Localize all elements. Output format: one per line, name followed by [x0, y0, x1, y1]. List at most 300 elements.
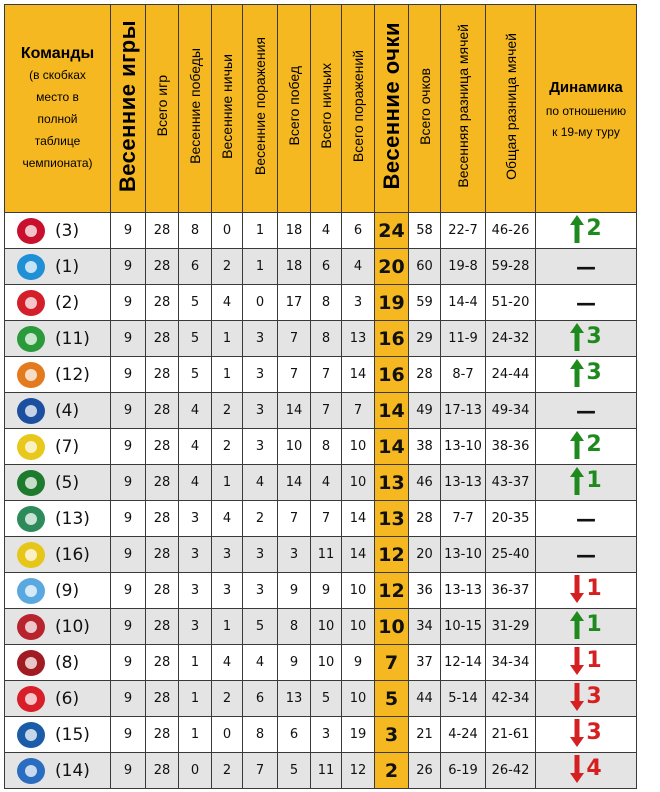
spring-losses-cell: 3: [243, 393, 278, 429]
total-draws-cell: 6: [311, 249, 342, 285]
table-row: [5, 717, 637, 753]
team-cell: [5, 213, 111, 249]
total-draws-cell: 11: [311, 537, 342, 573]
spring-games-cell: 9: [111, 393, 146, 429]
team-place: (11): [55, 328, 90, 349]
total-points-cell: 20: [409, 537, 441, 573]
teams-note-line: чемпионата): [22, 155, 93, 170]
total-draws-cell: 4: [311, 465, 342, 501]
kuban-logo: [17, 434, 45, 460]
spring-wins-cell: 5: [179, 321, 212, 357]
total-draws-cell: 10: [311, 609, 342, 645]
total-wins-header: Всего побед: [278, 5, 311, 213]
total-draws-cell: 7: [311, 501, 342, 537]
spring-losses-cell: 1: [243, 213, 278, 249]
spring-wins-cell: 1: [179, 717, 212, 753]
total-draws-cell: 5: [311, 681, 342, 717]
total-wins-cell: 7: [278, 357, 311, 393]
team-cell: [5, 357, 111, 393]
spring-points-cell: 12: [375, 573, 409, 609]
rubin-logo: [17, 614, 45, 640]
team-cell: [5, 609, 111, 645]
total-wins-cell: 9: [278, 573, 311, 609]
table-row: [5, 465, 637, 501]
spring-wins-cell: 3: [179, 573, 212, 609]
team-cell: [5, 573, 111, 609]
spring-losses-cell: 3: [243, 357, 278, 393]
table-row: [5, 501, 637, 537]
team-cell: [5, 681, 111, 717]
standings-body: [5, 213, 637, 789]
ural-logo: [17, 362, 45, 388]
dynamics-cell: [536, 573, 637, 609]
total-draws-header: Всего ничьих: [311, 5, 342, 213]
dynamics-value: [570, 755, 601, 783]
spring-wins-cell: 3: [179, 501, 212, 537]
total-losses-cell: 3: [342, 285, 375, 321]
team-cell: [5, 321, 111, 357]
spring-losses-cell: 8: [243, 717, 278, 753]
total-goal-diff-header: Общая разница мячей: [486, 5, 536, 213]
spring-draws-cell: 3: [212, 573, 243, 609]
total-games-cell: 28: [146, 753, 179, 789]
total-points-cell: 37: [409, 645, 441, 681]
team-cell: [5, 249, 111, 285]
dynamics-cell: [536, 465, 637, 501]
spring-goal-diff-cell: 7-7: [441, 501, 486, 537]
spring-goal-diff-cell: 22-7: [441, 213, 486, 249]
spring-points-cell: 14: [375, 393, 409, 429]
table-row: [5, 285, 637, 321]
team-place: (12): [55, 364, 90, 385]
total-losses-cell: 10: [342, 609, 375, 645]
spring-wins-cell: 4: [179, 393, 212, 429]
team-place: (5): [55, 472, 80, 493]
krylia-sovetov-logo: [17, 758, 45, 784]
spring-goal-diff-cell: 4-24: [441, 717, 486, 753]
spring-games-cell: 9: [111, 753, 146, 789]
dynamics-cell: [536, 249, 637, 285]
zenit-logo: [17, 254, 45, 280]
total-goal-diff-cell: 51-20: [486, 285, 536, 321]
arrow-down-icon: [570, 719, 584, 747]
total-goal-diff-cell: 20-35: [486, 501, 536, 537]
no-change-dash: —: [576, 254, 596, 279]
dynamics-value: [570, 431, 601, 459]
total-points-cell: 38: [409, 429, 441, 465]
spring-goal-diff-header: Весенняя разница мячей: [441, 5, 486, 213]
teams-title: Команды: [20, 44, 95, 62]
total-wins-cell: 7: [278, 321, 311, 357]
total-wins-cell: 7: [278, 501, 311, 537]
spring-draws-cell: 0: [212, 717, 243, 753]
total-points-cell: 44: [409, 681, 441, 717]
dynamics-cell: [536, 285, 637, 321]
spring-draws-cell: 2: [212, 681, 243, 717]
total-goal-diff-cell: 36-37: [486, 573, 536, 609]
spring-games-cell: 9: [111, 609, 146, 645]
total-draws-cell: 7: [311, 393, 342, 429]
spring-wins-cell: 6: [179, 249, 212, 285]
dynamics-value: [570, 323, 601, 351]
dynamics-value: [570, 719, 601, 747]
total-games-header: Всего игр: [146, 5, 179, 213]
arrow-down-icon: [570, 575, 584, 603]
total-points-cell: 29: [409, 321, 441, 357]
spring-games-cell: 9: [111, 321, 146, 357]
team-cell: [5, 501, 111, 537]
spring-games-cell: 9: [111, 285, 146, 321]
total-games-cell: 28: [146, 213, 179, 249]
spring-losses-cell: 1: [243, 249, 278, 285]
arrow-down-icon: [570, 683, 584, 711]
dynamics-number: 3: [586, 324, 602, 349]
total-goal-diff-cell: 42-34: [486, 681, 536, 717]
spring-goal-diff-cell: 6-19: [441, 753, 486, 789]
total-draws-cell: 8: [311, 321, 342, 357]
spring-draws-cell: 2: [212, 429, 243, 465]
arrow-up-icon: [570, 431, 584, 459]
total-wins-cell: 10: [278, 429, 311, 465]
team-place: (15): [55, 724, 90, 745]
dynamics-number: 3: [586, 684, 602, 709]
team-cell: [5, 429, 111, 465]
table-row: [5, 357, 637, 393]
dynamics-cell: [536, 393, 637, 429]
spring-points-cell: 24: [375, 213, 409, 249]
spring-losses-cell: 6: [243, 681, 278, 717]
total-wins-cell: 6: [278, 717, 311, 753]
total-goal-diff-cell: 38-36: [486, 429, 536, 465]
spring-wins-cell: 4: [179, 429, 212, 465]
total-wins-cell: 13: [278, 681, 311, 717]
dynamics-cell: [536, 609, 637, 645]
team-cell: [5, 393, 111, 429]
total-draws-cell: 9: [311, 573, 342, 609]
teams-note-line: (в скобках: [29, 67, 86, 82]
spring-losses-cell: 5: [243, 609, 278, 645]
teams-header: [5, 5, 111, 213]
spring-draws-cell: 1: [212, 357, 243, 393]
total-goal-diff-cell: 46-26: [486, 213, 536, 249]
spring-goal-diff-cell: 10-15: [441, 609, 486, 645]
no-change-dash: —: [576, 290, 596, 315]
total-games-cell: 28: [146, 429, 179, 465]
spring-losses-cell: 4: [243, 465, 278, 501]
header-row: [5, 5, 637, 213]
table-row: [5, 609, 637, 645]
total-goal-diff-cell: 24-44: [486, 357, 536, 393]
no-change-dash: —: [576, 542, 596, 567]
spring-wins-cell: 3: [179, 537, 212, 573]
teams-note-line: место в: [36, 89, 79, 104]
spring-games-cell: 9: [111, 537, 146, 573]
spring-draws-cell: 4: [212, 645, 243, 681]
spring-draws-cell: 4: [212, 501, 243, 537]
spring-points-cell: 10: [375, 609, 409, 645]
team-cell: [5, 753, 111, 789]
spring-wins-header: Весенние победы: [179, 5, 212, 213]
spring-draws-cell: 2: [212, 249, 243, 285]
arrow-down-icon: [570, 755, 584, 783]
spring-points-cell: 5: [375, 681, 409, 717]
spring-wins-cell: 1: [179, 681, 212, 717]
total-games-cell: 28: [146, 573, 179, 609]
team-cell: [5, 537, 111, 573]
total-points-cell: 59: [409, 285, 441, 321]
total-losses-cell: 6: [342, 213, 375, 249]
dynamics-value: [570, 359, 601, 387]
spring-points-header: Весенние очки: [375, 5, 409, 213]
total-draws-cell: 3: [311, 717, 342, 753]
total-games-cell: 28: [146, 285, 179, 321]
arrow-up-icon: [570, 215, 584, 243]
team-place: (1): [55, 256, 80, 277]
spring-points-cell: 16: [375, 321, 409, 357]
team-cell: [5, 465, 111, 501]
dynamics-number: 4: [586, 756, 602, 781]
dynamics-cell: [536, 429, 637, 465]
team-place: (7): [55, 436, 80, 457]
total-losses-header: Всего поражений: [342, 5, 375, 213]
dynamics-header: [536, 5, 637, 213]
spring-goal-diff-cell: 13-10: [441, 429, 486, 465]
spring-losses-cell: 4: [243, 645, 278, 681]
spring-goal-diff-cell: 17-13: [441, 393, 486, 429]
total-points-cell: 28: [409, 357, 441, 393]
total-losses-cell: 10: [342, 573, 375, 609]
spring-wins-cell: 4: [179, 465, 212, 501]
arrow-up-icon: [570, 611, 584, 639]
spring-points-cell: 3: [375, 717, 409, 753]
table-row: [5, 645, 637, 681]
spring-wins-cell: 5: [179, 357, 212, 393]
total-wins-cell: 17: [278, 285, 311, 321]
total-wins-cell: 14: [278, 393, 311, 429]
spring-points-cell: 12: [375, 537, 409, 573]
spring-goal-diff-cell: 13-13: [441, 573, 486, 609]
spring-games-cell: 9: [111, 573, 146, 609]
total-wins-cell: 8: [278, 609, 311, 645]
total-draws-cell: 7: [311, 357, 342, 393]
total-games-cell: 28: [146, 357, 179, 393]
dynamics-cell: [536, 321, 637, 357]
table-row: [5, 429, 637, 465]
team-cell: [5, 717, 111, 753]
spartak-logo: [17, 686, 45, 712]
dynamics-cell: [536, 717, 637, 753]
arrow-up-icon: [570, 467, 584, 495]
total-games-cell: 28: [146, 249, 179, 285]
krasnodar-logo: [17, 470, 45, 496]
spring-goal-diff-cell: 12-14: [441, 645, 486, 681]
arrow-down-icon: [570, 647, 584, 675]
spring-games-cell: 9: [111, 213, 146, 249]
total-goal-diff-cell: 21-61: [486, 717, 536, 753]
dynamics-cell: [536, 753, 637, 789]
total-points-cell: 26: [409, 753, 441, 789]
total-wins-cell: 5: [278, 753, 311, 789]
dynamics-value: [570, 647, 601, 675]
dinamo-logo: [17, 398, 45, 424]
total-losses-cell: 13: [342, 321, 375, 357]
team-place: (13): [55, 508, 90, 529]
dynamics-value: [570, 611, 601, 639]
total-losses-cell: 14: [342, 357, 375, 393]
total-losses-cell: 14: [342, 537, 375, 573]
team-place: (8): [55, 652, 80, 673]
total-draws-cell: 8: [311, 285, 342, 321]
total-wins-cell: 18: [278, 249, 311, 285]
total-losses-cell: 4: [342, 249, 375, 285]
no-change-dash: —: [576, 398, 596, 423]
dynamics-number: 1: [586, 576, 602, 601]
total-goal-diff-cell: 26-42: [486, 753, 536, 789]
terek-logo: [17, 326, 45, 352]
spring-goal-diff-cell: 8-7: [441, 357, 486, 393]
dynamics-number: 1: [586, 468, 602, 493]
total-points-cell: 36: [409, 573, 441, 609]
total-points-cell: 49: [409, 393, 441, 429]
dynamics-number: 3: [586, 360, 602, 385]
team-place: (6): [55, 688, 80, 709]
total-draws-cell: 8: [311, 429, 342, 465]
total-draws-cell: 4: [311, 213, 342, 249]
spring-points-cell: 20: [375, 249, 409, 285]
team-cell: [5, 285, 111, 321]
spring-losses-cell: 3: [243, 321, 278, 357]
dynamics-number: 1: [586, 648, 602, 673]
spring-goal-diff-cell: 13-10: [441, 537, 486, 573]
team-cell: [5, 645, 111, 681]
dynamics-value: [570, 575, 601, 603]
spring-wins-cell: 1: [179, 645, 212, 681]
total-goal-diff-cell: 31-29: [486, 609, 536, 645]
rostov-logo: [17, 578, 45, 604]
dynamics-cell: [536, 213, 637, 249]
total-losses-cell: 10: [342, 681, 375, 717]
spring-goal-diff-cell: 11-9: [441, 321, 486, 357]
team-place: (2): [55, 292, 80, 313]
total-wins-cell: 3: [278, 537, 311, 573]
total-games-cell: 28: [146, 645, 179, 681]
spring-games-cell: 9: [111, 357, 146, 393]
spring-games-cell: 9: [111, 249, 146, 285]
spring-draws-cell: 1: [212, 609, 243, 645]
teams-note-line: таблице: [34, 133, 81, 148]
krylya-logo: [17, 722, 45, 748]
total-goal-diff-cell: 43-37: [486, 465, 536, 501]
total-goal-diff-cell: 49-34: [486, 393, 536, 429]
total-points-header: Всего очков: [409, 5, 441, 213]
dynamics-cell: [536, 681, 637, 717]
spring-wins-cell: 0: [179, 753, 212, 789]
table-row: [5, 573, 637, 609]
spring-points-cell: 13: [375, 501, 409, 537]
dynamics-number: 3: [586, 720, 602, 745]
teams-note-line: полной: [37, 111, 78, 126]
spring-losses-cell: 7: [243, 753, 278, 789]
dynamics-note-line: по отношению: [545, 103, 627, 118]
dynamics-note-line: к 19-му туру: [552, 124, 620, 139]
team-place: (14): [55, 760, 90, 781]
total-wins-cell: 14: [278, 465, 311, 501]
total-points-cell: 46: [409, 465, 441, 501]
spring-losses-cell: 3: [243, 429, 278, 465]
anzhi-logo: [17, 542, 45, 568]
spring-wins-cell: 8: [179, 213, 212, 249]
spring-draws-cell: 1: [212, 321, 243, 357]
dynamics-cell: [536, 357, 637, 393]
spring-games-cell: 9: [111, 681, 146, 717]
total-points-cell: 28: [409, 501, 441, 537]
spring-losses-cell: 3: [243, 573, 278, 609]
spring-losses-cell: 2: [243, 501, 278, 537]
dynamics-number: 2: [586, 432, 602, 457]
total-points-cell: 34: [409, 609, 441, 645]
no-change-dash: —: [576, 506, 596, 531]
total-points-cell: 60: [409, 249, 441, 285]
spring-games-cell: 9: [111, 645, 146, 681]
team-place: (4): [55, 400, 80, 421]
dynamics-number: 2: [586, 216, 602, 241]
dynamics-title: Динамика: [549, 78, 623, 96]
total-goal-diff-cell: 25-40: [486, 537, 536, 573]
total-points-cell: 58: [409, 213, 441, 249]
spring-points-cell: 13: [375, 465, 409, 501]
total-draws-cell: 11: [311, 753, 342, 789]
total-losses-cell: 19: [342, 717, 375, 753]
spring-goal-diff-cell: 5-14: [441, 681, 486, 717]
spring-games-cell: 9: [111, 717, 146, 753]
spring-losses-cell: 3: [243, 537, 278, 573]
total-games-cell: 28: [146, 609, 179, 645]
dynamics-cell: [536, 501, 637, 537]
tom-logo: [17, 506, 45, 532]
total-games-cell: 28: [146, 537, 179, 573]
spring-losses-cell: 0: [243, 285, 278, 321]
total-losses-cell: 10: [342, 429, 375, 465]
dynamics-cell: [536, 537, 637, 573]
table-row: [5, 537, 637, 573]
spring-points-cell: 14: [375, 429, 409, 465]
spring-points-cell: 16: [375, 357, 409, 393]
spring-games-header: Весенние игры: [111, 5, 146, 213]
total-games-cell: 28: [146, 717, 179, 753]
total-games-cell: 28: [146, 501, 179, 537]
spring-points-cell: 7: [375, 645, 409, 681]
spring-draws-cell: 2: [212, 753, 243, 789]
total-points-cell: 21: [409, 717, 441, 753]
team-place: (10): [55, 616, 90, 637]
spring-draws-cell: 4: [212, 285, 243, 321]
table-row: [5, 681, 637, 717]
total-wins-cell: 9: [278, 645, 311, 681]
total-wins-cell: 18: [278, 213, 311, 249]
total-games-cell: 28: [146, 465, 179, 501]
spring-goal-diff-cell: 19-8: [441, 249, 486, 285]
table-row: [5, 753, 637, 789]
arrow-up-icon: [570, 323, 584, 351]
total-goal-diff-cell: 24-32: [486, 321, 536, 357]
team-place: (3): [55, 220, 80, 241]
spring-goal-diff-cell: 14-4: [441, 285, 486, 321]
spring-losses-header: Весенние поражения: [243, 5, 278, 213]
total-games-cell: 28: [146, 681, 179, 717]
table-row: [5, 213, 637, 249]
dynamics-value: [570, 683, 601, 711]
standings-table: [4, 4, 637, 789]
